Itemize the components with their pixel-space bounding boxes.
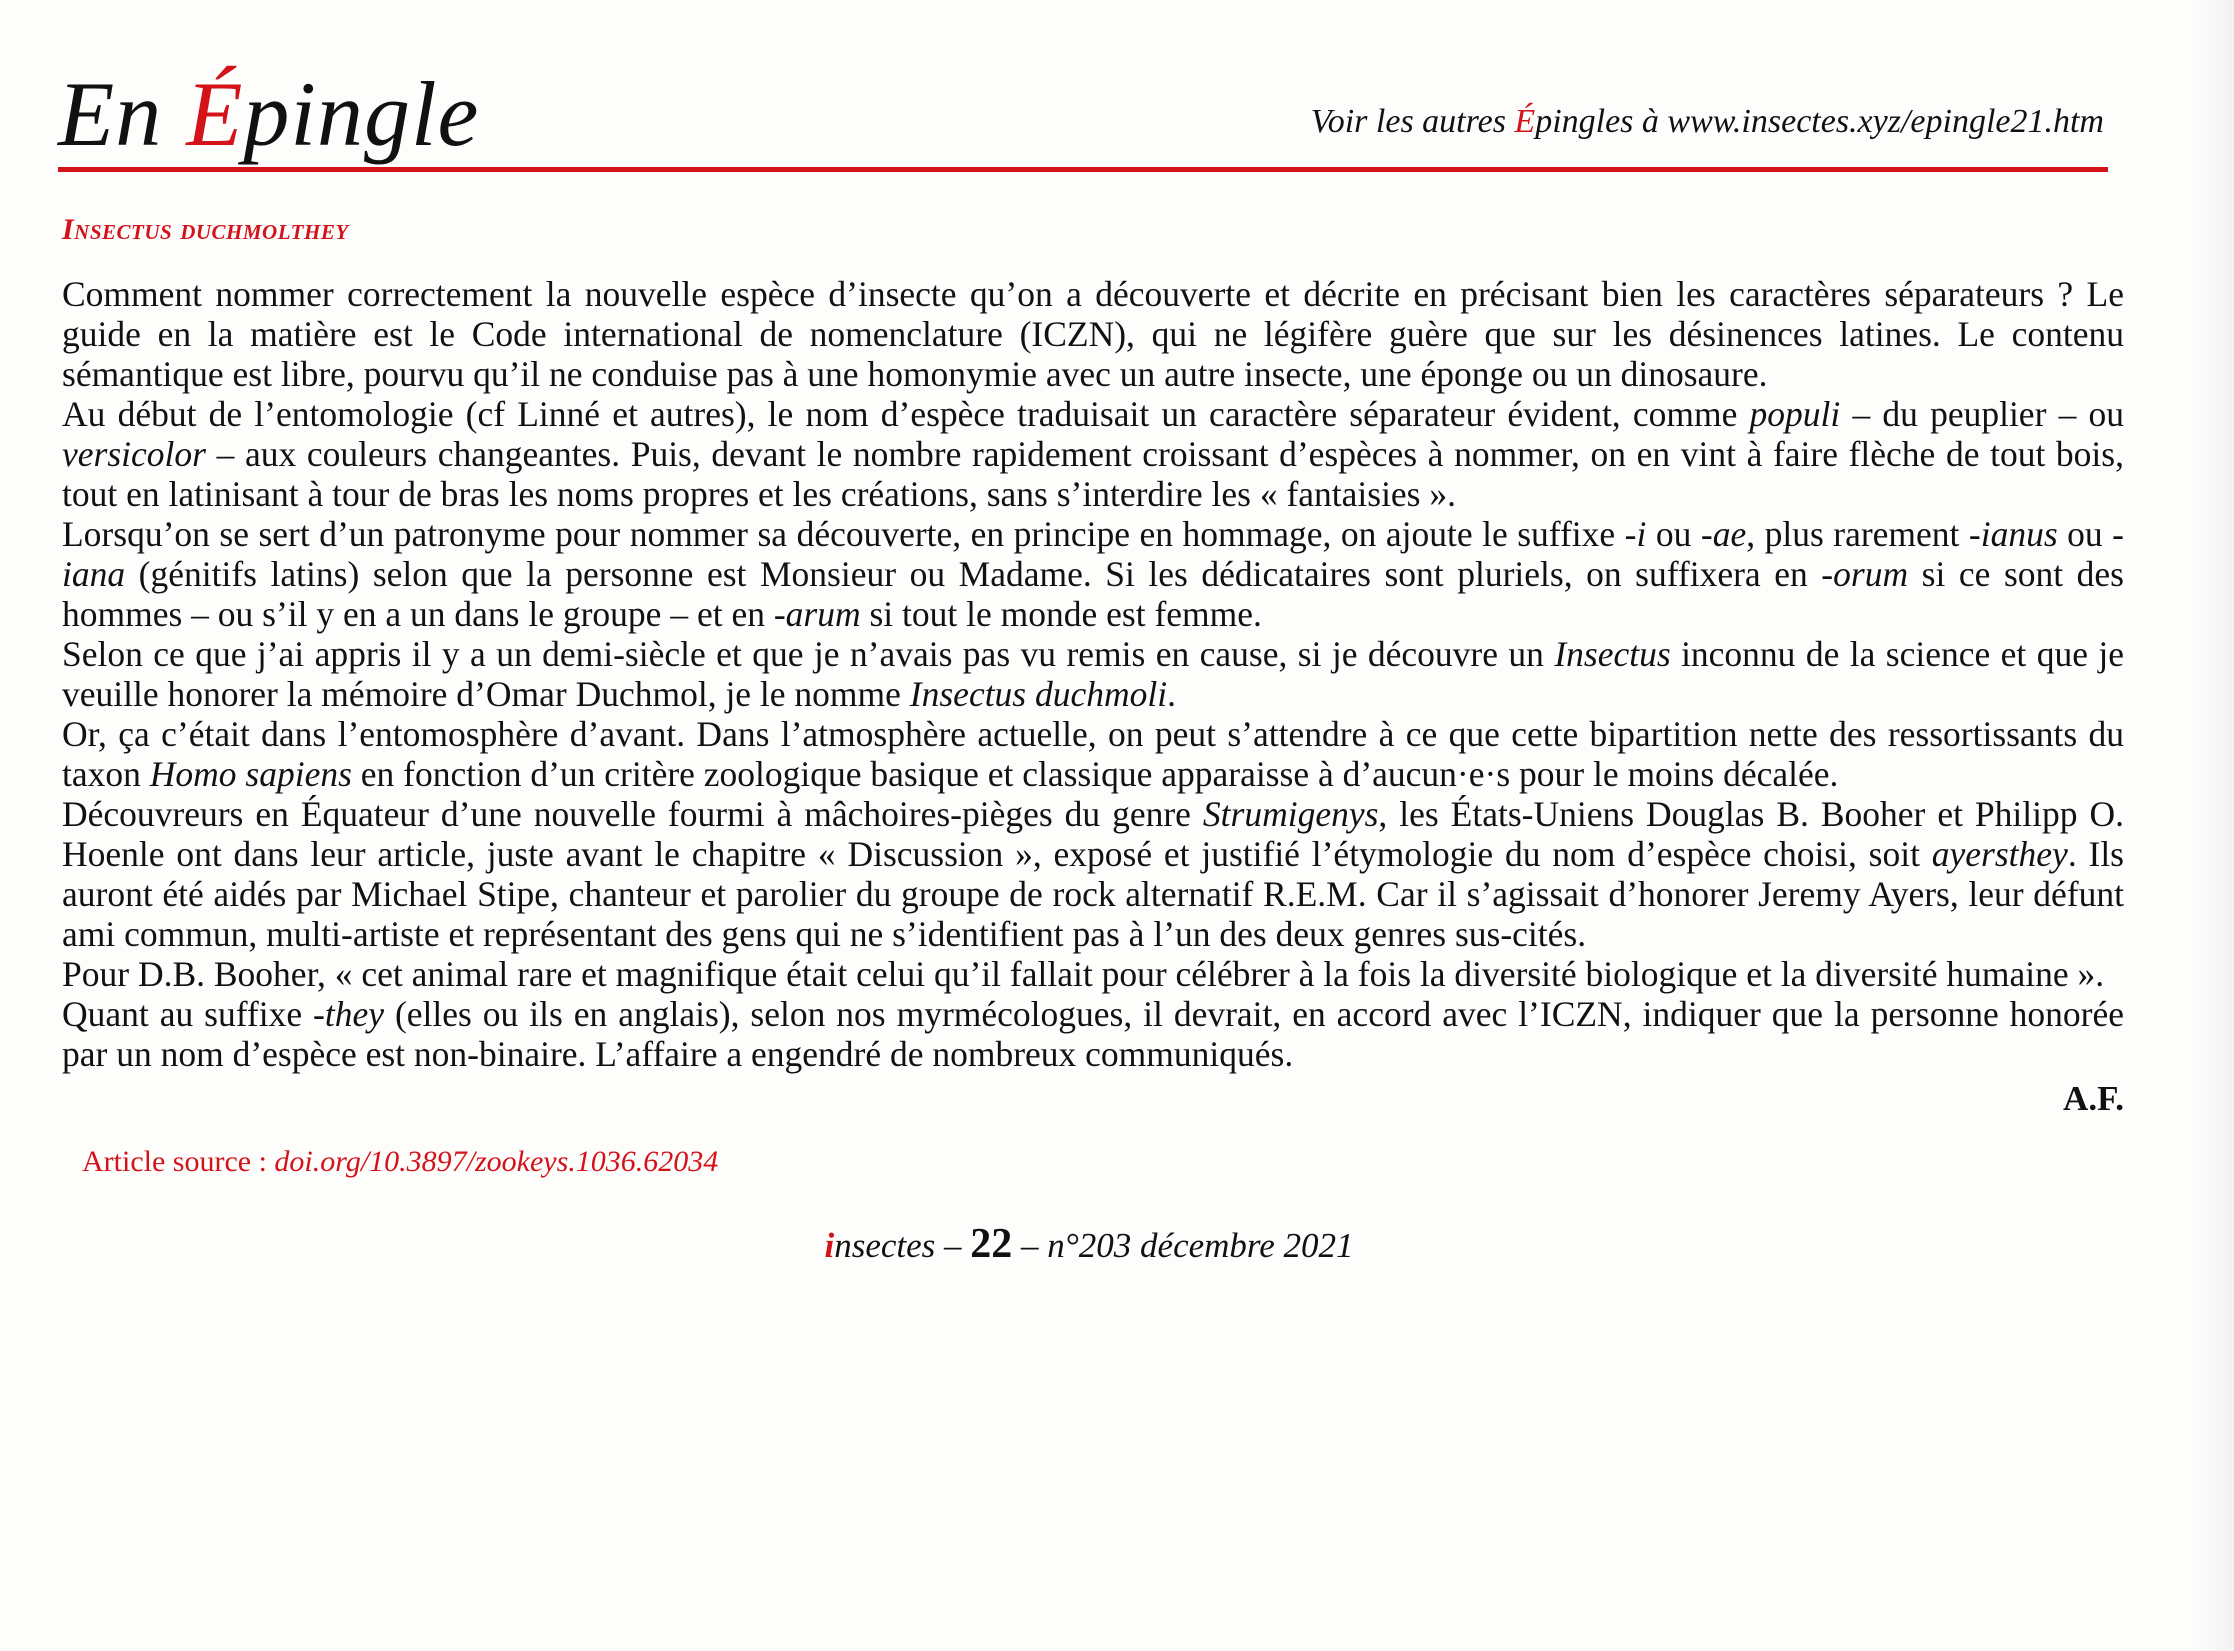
article-source	[82, 1144, 2124, 1180]
italic-term: versicolor	[62, 434, 206, 474]
other-epingles-link[interactable]	[1311, 102, 2104, 142]
section-title-part2: pingle	[243, 63, 480, 165]
text-run: , plus rarement -	[1746, 514, 1981, 554]
italic-term: populi	[1749, 394, 1841, 434]
text-run: ou -	[1646, 514, 1713, 554]
issue-info: n°203 décembre 2021	[1047, 1226, 1354, 1265]
source-doi-link[interactable]: doi.org/10.3897/zookeys.1036.62034	[274, 1145, 719, 1178]
text-run: (elles ou ils en anglais), selon nos myrmécologues, il devrait, en accord avec l’ICZN, indiquer que la personne honorée par un nom d’espèce est non-binaire. L’affaire a engendré de nombreux communiqués.	[62, 994, 2125, 1074]
article-paragraph	[62, 394, 2124, 514]
article-paragraph	[62, 514, 2124, 634]
italic-term: arum	[785, 594, 861, 634]
text-run: – aux couleurs changeantes. Puis, devant le nombre rapidement croissant d’espèces à nommer, on en vint à faire flèche de tout bois, tout en latinisant à tour de bras les noms propres et les créations, sans s’interdire les « fantaisies ».	[62, 434, 2124, 514]
italic-term: Insectus duchmoli	[909, 674, 1168, 714]
magazine-name: nsectes	[834, 1226, 936, 1265]
section-title-accent-letter: É	[186, 63, 244, 165]
italic-term: Strumigenys	[1202, 794, 1379, 834]
article-paragraph	[62, 954, 2124, 994]
section-title-part1: En	[58, 63, 187, 165]
link-prefix: Voir les autres	[1310, 103, 1515, 140]
text-run: Or, ça c’était dans l’entomosphère d’avant. Dans l’atmosphère actuelle, on peut s’attendre à ce que cette bipartition nette des ressortissants du taxon	[62, 714, 2124, 794]
link-accent-letter: É	[1514, 103, 1536, 140]
page-header	[58, 63, 2124, 176]
text-run: Lorsqu’on se sert d’un patronyme pour nommer sa découverte, en principe en hommage, on ajoute le suffixe -	[62, 514, 1637, 554]
footer-separator: –	[1012, 1226, 1048, 1265]
article-subtitle: Insectus duchmolthey	[62, 213, 349, 246]
text-run: Selon ce que j’ai appris il y a un demi-siècle et que je n’avais pas vu remis en cause, si je découvre un	[62, 634, 1555, 674]
source-label: Article source :	[82, 1145, 275, 1178]
author-signature: A.F.	[2063, 1079, 2124, 1118]
footer-separator: –	[935, 1226, 971, 1265]
article-paragraph	[62, 994, 2124, 1074]
italic-term: i	[1636, 514, 1647, 554]
text-run: Découvreurs en Équateur d’une nouvelle fourmi à mâchoires-pièges du genre	[62, 794, 1203, 834]
page-number: 22	[970, 1221, 1013, 1267]
italic-term: orum	[1833, 554, 1909, 594]
text-run: .	[1167, 674, 1176, 714]
text-run: Quant au suffixe -	[62, 994, 325, 1034]
link-suffix: pingles à www.insectes.xyz/epingle21.htm	[1535, 103, 2104, 140]
page-edge-shadow	[2194, 0, 2234, 1651]
header-divider	[58, 167, 2108, 172]
text-run: Comment nommer correctement la nouvelle espèce d’insecte qu’on a découverte et décrite en précisant bien les caractères séparateurs ? Le guide en la matière est le Code international de nomenclature (ICZN), qui ne légifère guère que sur les désinences latines. Le contenu sémantique est libre, pourvu qu’il ne conduise pas à une homonymie avec un autre insecte, une éponge ou un dinosaure.	[62, 274, 2124, 394]
italic-term: ayersthey	[1931, 834, 2068, 874]
italic-term: Insectus	[1554, 634, 1671, 674]
text-run: Au début de l’entomologie (cf Linné et autres), le nom d’espèce traduisait un caractère séparateur évident, comme	[62, 394, 1750, 434]
text-run: , les États-Uniens Douglas B. Booher et Philipp O. Hoenle ont dans leur article, juste avant le chapitre « Discussion », exposé et justifié l’étymologie du nom d’espèce choisi, soit	[62, 794, 2124, 874]
italic-term: Homo sapiens	[149, 754, 352, 794]
text-run: Pour D.B. Booher, « cet animal rare et magnifique était celui qu’il fallait pour célébrer à la fois la diversité biologique et la diversité humaine ».	[62, 954, 2105, 994]
text-run: si ce sont des hommes – ou s’il y en a un dans le groupe – et en -	[62, 554, 2124, 634]
italic-term: ae	[1712, 514, 1747, 554]
text-run: inconnu de la science et que je veuille honorer la mémoire d’Omar Duchmol, je le nomme	[62, 634, 2124, 714]
magazine-initial: i	[824, 1226, 835, 1265]
page-footer	[58, 1220, 2120, 1270]
text-run: (génitifs latins) selon que la personne est Monsieur ou Madame. Si les dédicataires sont pluriels, on suffixera en -	[125, 554, 1834, 594]
article-paragraph	[62, 794, 2124, 954]
text-run: si tout le monde est femme.	[860, 594, 1262, 634]
italic-term: they	[324, 994, 385, 1034]
italic-term: ianus	[1980, 514, 2058, 554]
italic-term: iana	[62, 554, 126, 594]
text-run: . Ils auront été aidés par Michael Stipe, chanteur et parolier du groupe de rock alternatif R.E.M. Car il s’agissait d’honorer Jeremy Ayers, leur défunt ami commun, multi-artiste et représentant des gens qui ne s’identifient pas à l’un des deux genres sus-cités.	[62, 834, 2125, 954]
article-paragraph	[62, 634, 2124, 714]
text-run: – du peuplier – ou	[1840, 394, 2125, 434]
section-title	[58, 63, 480, 165]
text-run: ou -	[2057, 514, 2124, 554]
article-body	[62, 274, 2124, 1074]
article-paragraph	[62, 714, 2124, 794]
article-paragraph	[62, 274, 2124, 394]
text-run: en fonction d’un critère zoologique basique et classique apparaisse à d’aucun·e·s pour le moins décalée.	[351, 754, 1839, 794]
